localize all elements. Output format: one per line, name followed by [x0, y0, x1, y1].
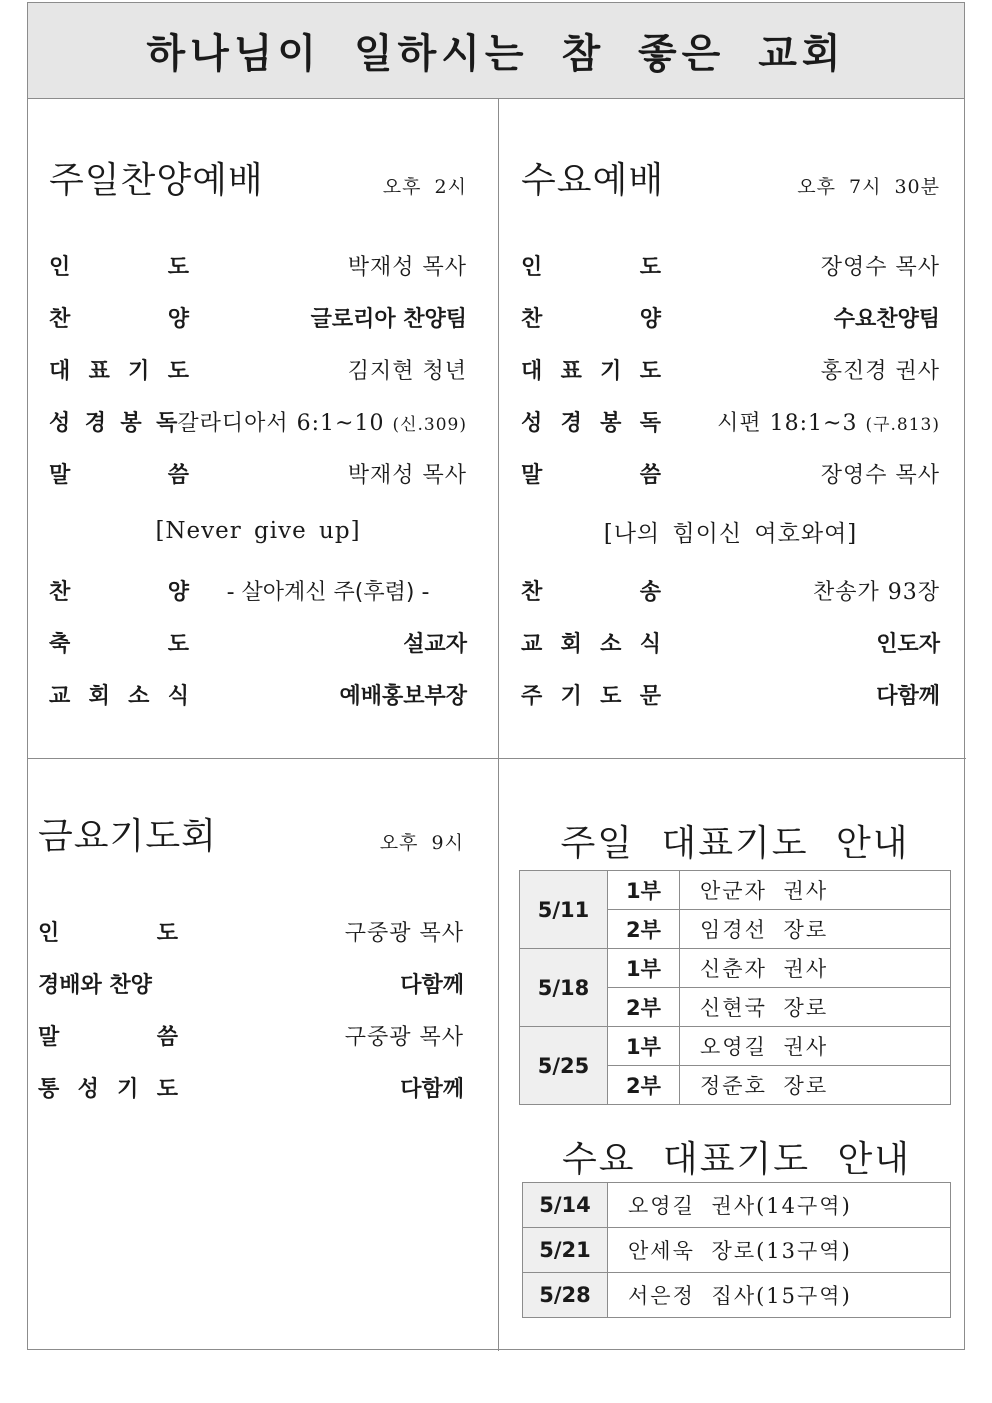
label-char: 식 — [639, 631, 661, 657]
program-row — [49, 674, 467, 714]
table-row — [520, 1027, 951, 1066]
program-label — [49, 354, 189, 385]
value-text: 구중광 목사 — [344, 1024, 464, 1050]
label-char: 찬 — [521, 306, 543, 332]
service-name: 주일찬양예배 — [49, 160, 264, 201]
program-value — [661, 250, 940, 281]
value-text: - 살아계신 주(후렴) - — [226, 579, 430, 605]
label-char: 기 — [600, 358, 622, 384]
guide-title: 주일 대표기도 안내 — [560, 823, 910, 864]
program-value — [177, 406, 467, 437]
value-text: 인도자 — [876, 631, 940, 657]
row-divider — [28, 758, 966, 759]
value-text: 다함께 — [400, 972, 464, 998]
service-part: 2부 — [608, 910, 680, 949]
program-value — [178, 968, 464, 999]
title-bar — [28, 3, 964, 99]
label-char: 교 — [521, 631, 543, 657]
label-char: 소 — [128, 683, 150, 709]
value-note: (신.309) — [392, 414, 467, 435]
program-label — [521, 627, 661, 658]
prayer-leader: 안군자 권사 — [680, 871, 951, 910]
label-char: 도 — [167, 631, 189, 657]
program-row — [521, 401, 940, 441]
program-value — [178, 1072, 464, 1103]
program-row — [521, 453, 940, 493]
program-value — [661, 302, 940, 333]
sermon-title: [나의 힘이신 여호와여] — [603, 520, 858, 547]
program-label — [521, 575, 661, 606]
service-part: 1부 — [608, 871, 680, 910]
label-char: 도 — [156, 920, 178, 946]
label-char: 대 — [521, 358, 543, 384]
value-text: 장영수 목사 — [820, 462, 940, 488]
table-row — [523, 1183, 951, 1228]
label-char: 양 — [639, 306, 661, 332]
label-char: 찬 — [49, 306, 71, 332]
value-note: (구.813) — [865, 414, 940, 435]
label-char: 말 — [49, 462, 71, 488]
program-label — [49, 458, 189, 489]
table-row — [520, 871, 951, 910]
label-char: 주 — [521, 683, 543, 709]
bulletin-frame — [27, 2, 965, 1350]
program-row — [49, 297, 467, 337]
service-name: 금요기도회 — [38, 816, 217, 857]
program-row — [521, 622, 940, 662]
label-char: 경 — [560, 410, 582, 436]
service-time: 오후 9시 — [379, 832, 464, 854]
program-row — [49, 453, 467, 493]
label-char: 씀 — [639, 462, 661, 488]
program-value — [661, 354, 940, 385]
value-text: 김지현 청년 — [347, 358, 467, 384]
table-row — [520, 949, 951, 988]
program-value — [189, 250, 467, 281]
label-char: 성 — [521, 410, 543, 436]
prayer-leader: 신현국 장로 — [680, 988, 951, 1027]
value-text: 갈라디아서 6:1~10 — [177, 410, 385, 436]
service-part: 2부 — [608, 988, 680, 1027]
program-row — [49, 570, 467, 610]
program-value — [189, 458, 467, 489]
value-text: 구중광 목사 — [344, 920, 464, 946]
program-row — [521, 570, 940, 610]
label-char: 소 — [600, 631, 622, 657]
program-value — [178, 916, 464, 947]
service-time: 오후 7시 30분 — [797, 176, 940, 198]
value-text: 찬송가 93장 — [813, 579, 940, 605]
column-divider — [498, 98, 499, 1351]
program-row — [49, 401, 467, 441]
value-text: 수요찬양팀 — [833, 306, 940, 332]
program-label: 경배와 찬양 — [38, 972, 152, 998]
program-value — [189, 354, 467, 385]
program-label — [49, 627, 189, 658]
program-label — [38, 1072, 178, 1103]
program-value — [189, 627, 467, 658]
program-label — [521, 302, 661, 333]
prayer-leader: 서은정 집사(15구역) — [608, 1273, 951, 1318]
prayer-date: 5/25 — [520, 1027, 608, 1105]
value-text: 설교자 — [403, 631, 467, 657]
program-row — [49, 622, 467, 662]
label-char: 도 — [156, 1076, 178, 1102]
guide-title: 수요 대표기도 안내 — [561, 1139, 912, 1180]
program-label — [521, 458, 661, 489]
label-char: 씀 — [156, 1024, 178, 1050]
label-char: 씀 — [167, 462, 189, 488]
value-text: 글로리아 찬양팀 — [310, 306, 467, 332]
program-row — [521, 245, 940, 285]
label-char: 회 — [560, 631, 582, 657]
label-char: 식 — [167, 683, 189, 709]
value-text: 박재성 목사 — [347, 462, 467, 488]
value-text: 다함께 — [400, 1076, 464, 1102]
program-row — [38, 1067, 464, 1107]
program-label — [38, 1020, 178, 1051]
program-value — [661, 458, 940, 489]
label-char: 축 — [49, 631, 71, 657]
program-value — [661, 627, 940, 658]
program-label — [49, 250, 189, 281]
program-label — [49, 302, 189, 333]
program-label — [49, 679, 189, 710]
value-text: 예배홍보부장 — [339, 683, 467, 709]
program-value — [661, 679, 940, 710]
label-char: 인 — [521, 254, 543, 280]
program-label — [49, 406, 177, 437]
prayer-leader: 정준호 장로 — [680, 1066, 951, 1105]
label-char: 표 — [560, 358, 582, 384]
page-title: 하나님이 일하시는 참 좋은 교회 — [146, 31, 846, 77]
prayer-leader: 신춘자 권사 — [680, 949, 951, 988]
label-char: 도 — [639, 254, 661, 280]
label-char: 문 — [639, 683, 661, 709]
value-text: 장영수 목사 — [820, 254, 940, 280]
program-value — [178, 1020, 464, 1051]
label-char: 도 — [167, 358, 189, 384]
value-text: 다함께 — [876, 683, 940, 709]
program-label — [38, 916, 178, 947]
service-part: 2부 — [608, 1066, 680, 1105]
service-part: 1부 — [608, 949, 680, 988]
program-value — [661, 406, 940, 437]
service-time: 오후 2시 — [382, 176, 467, 198]
program-row — [38, 1015, 464, 1055]
program-label — [521, 250, 661, 281]
program-label — [521, 406, 661, 437]
program-label — [49, 575, 189, 606]
service-part: 1부 — [608, 1027, 680, 1066]
program-value — [189, 302, 467, 333]
program-value — [661, 575, 940, 606]
program-value — [189, 679, 467, 710]
label-char: 말 — [38, 1024, 60, 1050]
value-text: 홍진경 권사 — [820, 358, 940, 384]
label-char: 송 — [639, 579, 661, 605]
label-char: 양 — [167, 306, 189, 332]
label-char: 도 — [167, 254, 189, 280]
prayer-leader: 오영길 권사 — [680, 1027, 951, 1066]
label-char: 봉 — [120, 410, 142, 436]
program-row — [38, 963, 464, 1003]
sermon-title: [Never give up] — [155, 518, 361, 544]
prayer-leader: 오영길 권사(14구역) — [608, 1183, 951, 1228]
prayer-date: 5/18 — [520, 949, 608, 1027]
label-char: 독 — [156, 410, 178, 436]
label-char: 봉 — [600, 410, 622, 436]
label-char: 도 — [639, 358, 661, 384]
program-row — [521, 674, 940, 714]
label-char: 기 — [560, 683, 582, 709]
label-char: 표 — [88, 358, 110, 384]
label-char: 양 — [167, 579, 189, 605]
label-char: 인 — [49, 254, 71, 280]
label-char: 경 — [84, 410, 106, 436]
label-char: 성 — [49, 410, 71, 436]
label-char: 인 — [38, 920, 60, 946]
service-name: 수요예배 — [521, 160, 665, 201]
label-char: 찬 — [521, 579, 543, 605]
program-label — [521, 354, 661, 385]
program-row — [49, 245, 467, 285]
table-row — [523, 1228, 951, 1273]
prayer-date: 5/11 — [520, 871, 608, 949]
value-text: 박재성 목사 — [347, 254, 467, 280]
label-char: 대 — [49, 358, 71, 384]
table-row — [523, 1273, 951, 1318]
label-char: 도 — [600, 683, 622, 709]
label-char: 성 — [77, 1076, 99, 1102]
prayer-date: 5/14 — [523, 1183, 608, 1228]
sunday-prayer-table — [519, 870, 951, 1105]
label-char: 독 — [639, 410, 661, 436]
label-char: 말 — [521, 462, 543, 488]
prayer-leader: 임경선 장로 — [680, 910, 951, 949]
program-row — [49, 349, 467, 389]
label-char: 통 — [38, 1076, 60, 1102]
program-value — [189, 575, 467, 606]
label-char: 기 — [128, 358, 150, 384]
wednesday-prayer-table — [522, 1182, 951, 1318]
prayer-leader: 안세욱 장로(13구역) — [608, 1228, 951, 1273]
label-char: 교 — [49, 683, 71, 709]
prayer-date: 5/21 — [523, 1228, 608, 1273]
program-label — [521, 679, 661, 710]
value-text: 시편 18:1~3 — [717, 410, 858, 436]
label-char: 회 — [88, 683, 110, 709]
program-row — [38, 911, 464, 951]
label-char: 기 — [117, 1076, 139, 1102]
program-row — [521, 349, 940, 389]
prayer-date: 5/28 — [523, 1273, 608, 1318]
program-row — [521, 297, 940, 337]
label-char: 찬 — [49, 579, 71, 605]
